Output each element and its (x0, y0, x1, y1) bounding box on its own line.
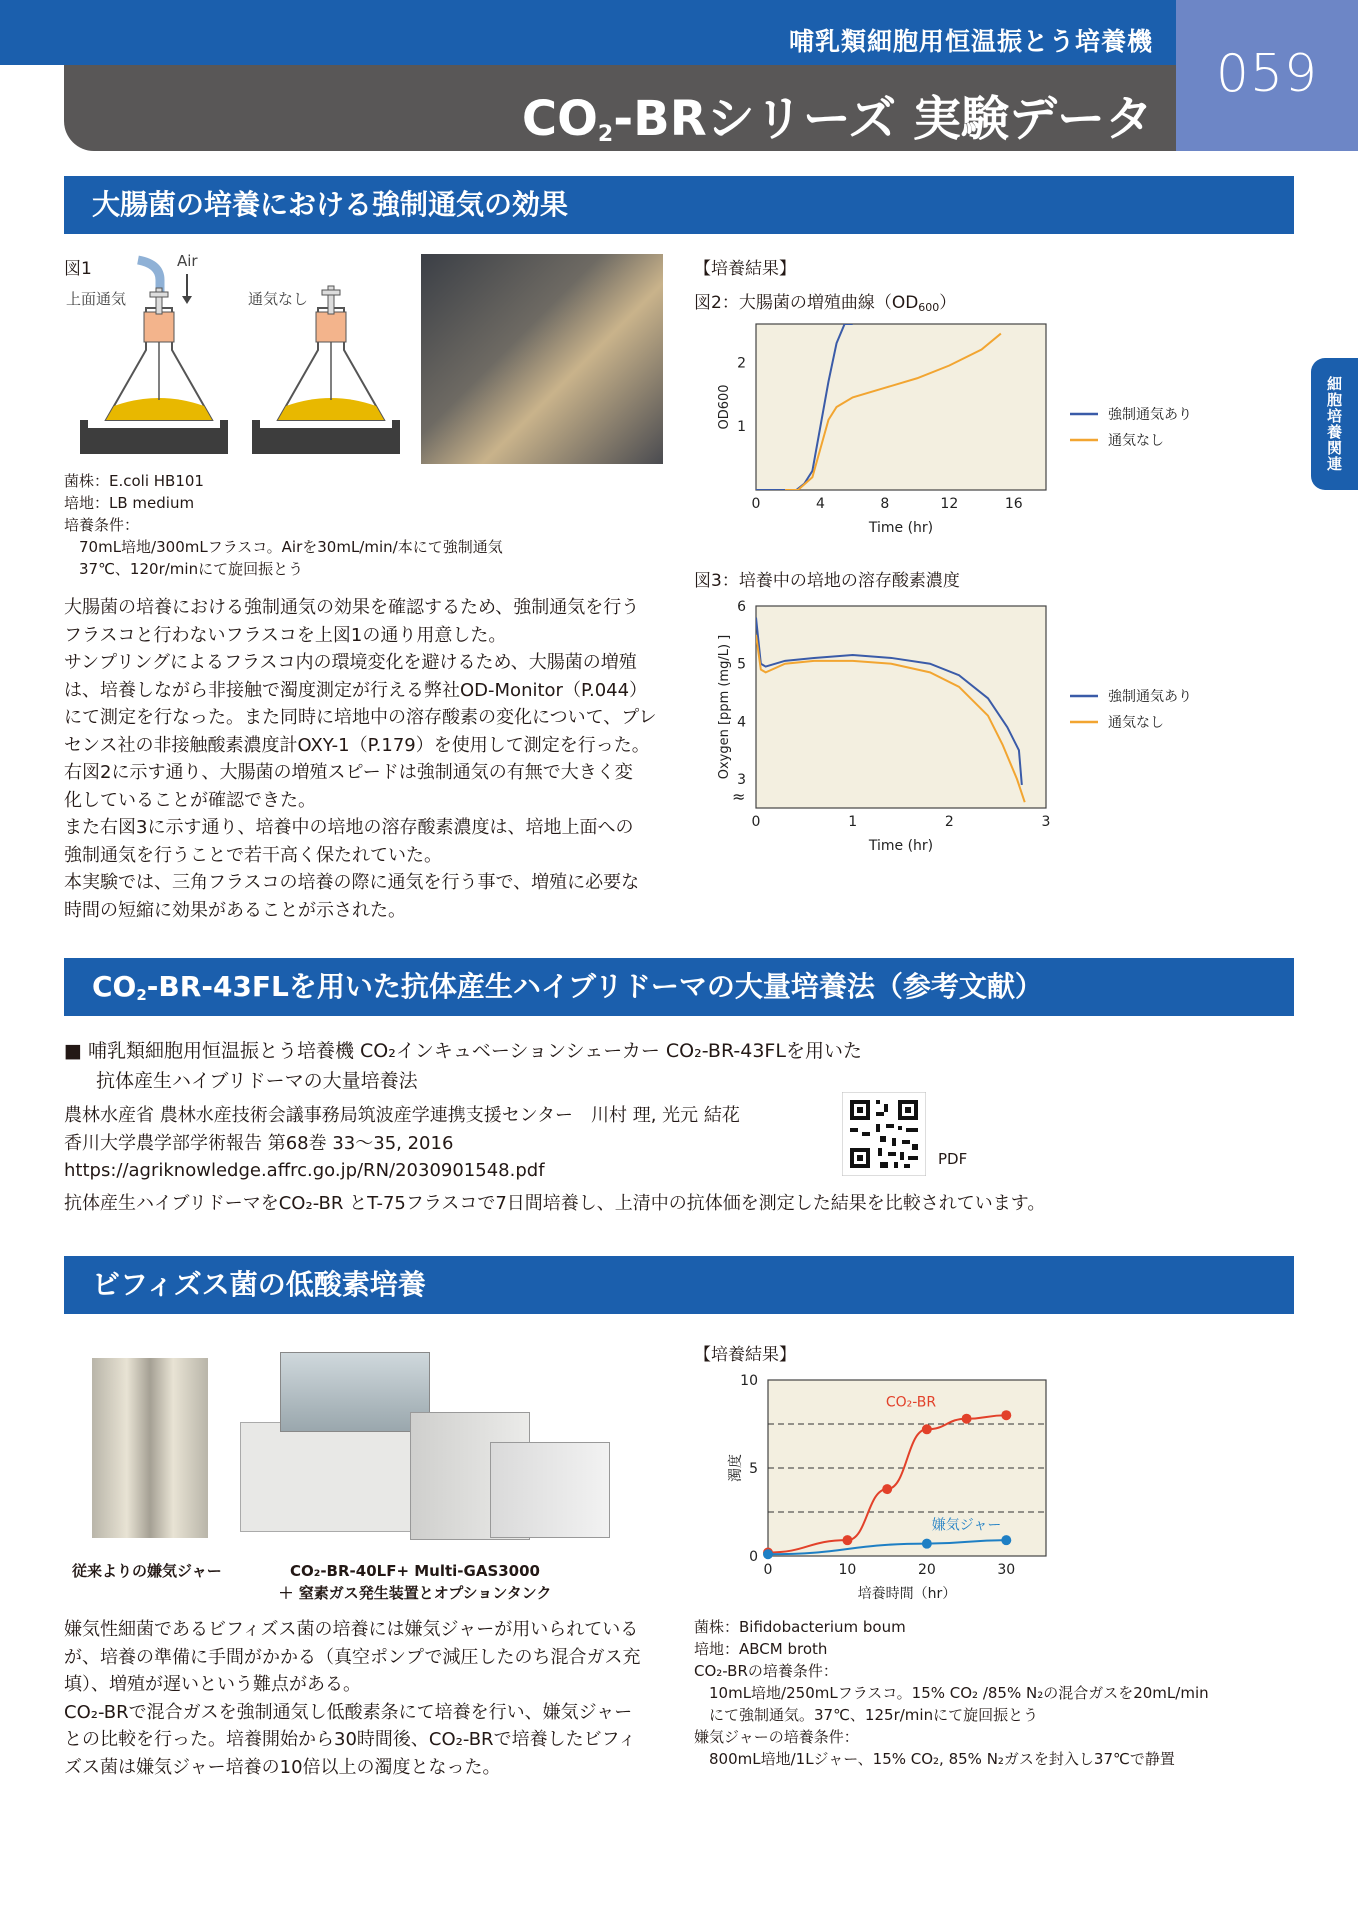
x-tick-label: 12 (940, 496, 959, 512)
x-tick-label: 0 (763, 1562, 773, 1578)
plot-area (756, 606, 1046, 808)
header-subtitle: 哺乳類細胞用恒温振とう培養機 (788, 27, 1153, 56)
hybridoma-summary: 抗体産生ハイブリドーマをCO₂-BR とT-75フラスコで7日間培養し、上清中の抗体価を測定した結果を比較されています。 (64, 1193, 1046, 1214)
data-point (763, 1549, 773, 1559)
legend-label: 通気なし (1108, 715, 1164, 731)
jar-caption: 従来よりの嫌気ジャー (72, 1562, 222, 1580)
y-tick-label: 5 (737, 656, 746, 673)
x-tick-label: 1 (848, 814, 858, 830)
bifido-body-text: 嫌気性細菌であるビフィズス菌の培養には嫌気ジャーが用いられている が、培養の準備に手間がかかる（真空ポンプで減圧したのち混合ガス充 填）、増殖が遅いという難点がある。 CO₂-BRで混合ガスを強制通気し低酸素条にて培養を行い、嫌気ジャー との比較を行った。培養開始から30時間後、CO₂-BRで培養したビフィ ズス菌は嫌気ジャー培養の10倍以上の濁度となった。 (64, 1619, 641, 1778)
x-tick-label: 0 (751, 814, 761, 830)
data-point (842, 1535, 852, 1545)
data-point (922, 1424, 932, 1434)
growth-curve-chart (700, 318, 1220, 540)
flask2-label: 通気なし (248, 290, 309, 308)
y-tick-label: 10 (740, 1373, 758, 1389)
axis-break-mark: ≈ (732, 787, 746, 806)
air-label: Air (177, 252, 198, 270)
x-axis-label: 培養時間（hr） (857, 1586, 957, 1602)
flask1-label: 上面通気 (66, 290, 127, 308)
x-axis-label: Time (hr) (868, 520, 934, 536)
stopper-1 (144, 312, 174, 342)
legend-label: 通気なし (1108, 433, 1164, 449)
x-tick-label: 4 (815, 496, 825, 512)
reference-details: 農林水産省 農林水産技術会議事務局筑波産学連携支援センター 川村 理, 光元 結花 香川大学農学部学術報告 第68巻 33～35, 2016 https://agriknowledge.affrc.go.jp/RN/2030901548.pdf (64, 1102, 740, 1185)
y-tick-label: 4 (737, 714, 746, 731)
reference-title: ■ 哺乳類細胞用恒温振とう培養機 CO₂インキュベーションシェーカー CO₂-BR-43FLを用いた 抗体産生ハイブリドーマの大量培養法 (64, 1040, 862, 1092)
ecoli-conditions: 菌株：E.coli HB101 培地：LB medium 培養条件： 70mL培地/300mLフラスコ。Airを30mL/min/本にて強制通気 37℃、120r/minにて旋回振とう (64, 472, 503, 578)
series-label: CO₂-BR (885, 1394, 937, 1411)
air-tube (138, 260, 160, 292)
y-axis-label: 濁度 (728, 1454, 744, 1482)
y-tick-label: 6 (737, 599, 746, 615)
plot-area (756, 324, 1046, 490)
y-axis-label: OD600 (717, 384, 732, 430)
y-tick-label: 2 (737, 355, 746, 372)
x-tick-label: 8 (880, 496, 890, 512)
data-point (922, 1539, 932, 1549)
qr-code-icon[interactable] (842, 1092, 926, 1176)
stopper-2 (316, 312, 346, 342)
flask-photo (421, 254, 663, 464)
x-tick-label: 2 (944, 814, 954, 830)
shaker-system-photo (240, 1352, 620, 1548)
turbidity-chart (720, 1368, 1060, 1608)
legend-label: 強制通気あり (1108, 407, 1192, 423)
results-label-1: 【培養結果】 (694, 259, 796, 279)
fig2-title: 図2：大腸菌の増殖曲線$(OD_{600})$ (694, 293, 957, 314)
data-point (1001, 1410, 1011, 1420)
results-label-2: 【培養結果】 (694, 1345, 796, 1365)
ecoli-body-text: 大腸菌の培養における強制通気の効果を確認するため、強制通気を行う フラスコと行わないフラスコを上図1の通り用意した。 サンプリングによるフラスコ内の環境変化を避けるため、大腸菌の増殖 は、培養しながら非接触で濁度測定が行える弊社OD-Monitor（P.044） にて測定を行なった。また同時に培地中の溶存酸素の変化について、プレ センス社の非接触酸素濃度計OXY-1（P.179）を使用して測定を行った。 右図2に示す通り、大腸菌の増殖スピードは強制通気の有無で大きく変 化していることが確認できた。 また右図3に示す通り、培養中の培地の溶存酸素濃度は、培地上面への 強制通気を行うことで若干高く保たれていた。 本実験では、三角フラスコの培養の際に通気を行う事で、増殖に必要な 時間の短縮に効果があることが示された。 (64, 597, 657, 921)
bifido-conditions: 菌株：Bifidobacterium boum 培地：ABCM broth CO₂-BRの培養条件： 10mL培地/250mLフラスコ。15% CO₂ /85% N₂の混合ガスを20mL/min にて強制通気。37℃、125r/minにて旋回振とう 嫌気ジャーの培養条件： 800mL培地/1Lジャー、15% CO₂, 85% N₂ガスを封入し37℃で静置 (694, 1618, 1209, 1768)
side-tab[interactable]: 細胞培養関連 (1311, 358, 1358, 490)
data-point (1001, 1535, 1011, 1545)
data-point (962, 1414, 972, 1424)
x-tick-label: 20 (917, 1562, 936, 1578)
page-number: 059 (1215, 44, 1319, 104)
reference-url[interactable]: https://agriknowledge.affrc.go.jp/RN/2030901548.pdf (64, 1160, 545, 1181)
data-point (882, 1484, 892, 1494)
section-heading-ecoli: 大腸菌の培養における強制通気の効果 (64, 176, 1294, 234)
series-label: 嫌気ジャー (931, 1517, 1002, 1534)
x-tick-label: 10 (838, 1562, 857, 1578)
page-title: $CO_2-BR$シリーズ 実験データ (521, 91, 1153, 147)
x-tick-label: 30 (997, 1562, 1016, 1578)
section-heading-hybridoma: $CO_2-BR-43FL$を用いた抗体産生ハイブリドーマの大量培養法（参考文献） (64, 958, 1294, 1016)
x-axis-label: Time (hr) (868, 838, 934, 854)
x-tick-label: 3 (1041, 814, 1051, 830)
y-axis-label: Oxygen [ppm (mg/L) ] (717, 634, 732, 780)
fig1-label: 図1 (64, 259, 92, 279)
legend-label: 強制通気あり (1108, 689, 1192, 705)
y-tick-label: 3 (737, 772, 746, 789)
oxygen-chart (700, 596, 1220, 858)
flask-diagram (80, 250, 410, 460)
y-tick-label: 5 (749, 1461, 758, 1477)
section-heading-bifido: ビフィズス菌の低酸素培養 (64, 1256, 1294, 1314)
fig3-title: 図3：培養中の培地の溶存酸素濃度 (694, 571, 960, 591)
x-tick-label: 16 (1004, 496, 1023, 512)
system-caption: CO₂-BR-40LF+ Multi-GAS3000 ＋ 窒素ガス発生装置とオプションタンク (278, 1562, 552, 1602)
y-tick-label: 1 (737, 419, 746, 436)
y-tick-label: 0 (749, 1549, 758, 1565)
x-tick-label: 0 (751, 496, 761, 512)
pdf-label[interactable]: PDF (938, 1150, 968, 1168)
anaerobic-jar-photo (92, 1358, 208, 1538)
